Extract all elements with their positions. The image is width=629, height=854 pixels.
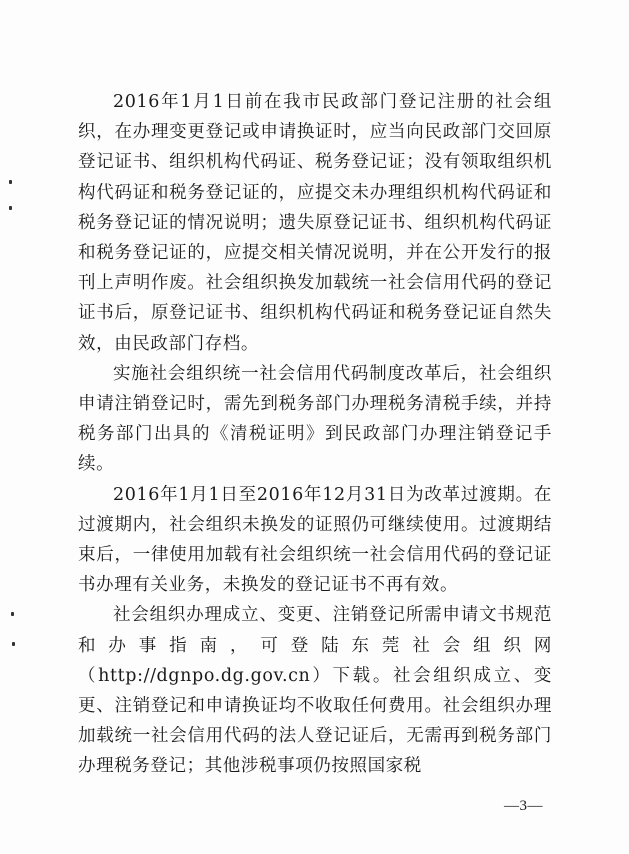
page-number: —3— [504, 798, 543, 814]
body-text [78, 87, 552, 782]
paragraph-4: 社会组织办理成立、变更、注销登记所需申请文书规范和办事指南，可登陆东莞社会组织网（http://dgnpo.dg.gov.cn）下载。社会组织成立、变更、注销登记和申请换证均不收取任何费用。社会组织办理加载统一社会信用代码的法人登记证后，无需再到税务部门办理税务登记；其他涉税事项仍按照国家税 [78, 605, 552, 777]
paragraph-1: 2016年1月1日前在我市民政部门登记注册的社会组织，在办理变更登记或申请换证时，应当向民政部门交回原登记证书、组织机构代码证、税务登记证；没有领取组织机构代码证和税务登记证的，应提交未办理组织机构代码证和税务登记证的情况说明；遗失原登记证书、组织机构代码证和税务登记证的，应提交相关情况说明，并在公开发行的报刊上声明作废。社会组织换发加载统一社会信用代码的登记证书后，原登记证书、组织机构代码证和税务登记证自然失效，由民政部门存档。 [78, 92, 552, 354]
scan-speck [12, 642, 15, 646]
scan-speck [9, 180, 12, 184]
paragraph-2: 实施社会组织统一社会信用代码制度改革后，社会组织申请注销登记时，需先到税务部门办理税务清税手续，并持税务部门出具的《清税证明》到民政部门办理注销登记手续。 [78, 363, 552, 475]
scan-speck [11, 612, 14, 616]
paragraph-3: 2016年1月1日至2016年12月31日为改革过渡期。在过渡期内，社会组织未换发的证照仍可继续使用。过渡期结束后，一律使用加载有社会组织统一社会信用代码的登记证书办理有关业务，未换发的登记证书不再有效。 [78, 484, 552, 596]
scan-speck [9, 206, 12, 210]
